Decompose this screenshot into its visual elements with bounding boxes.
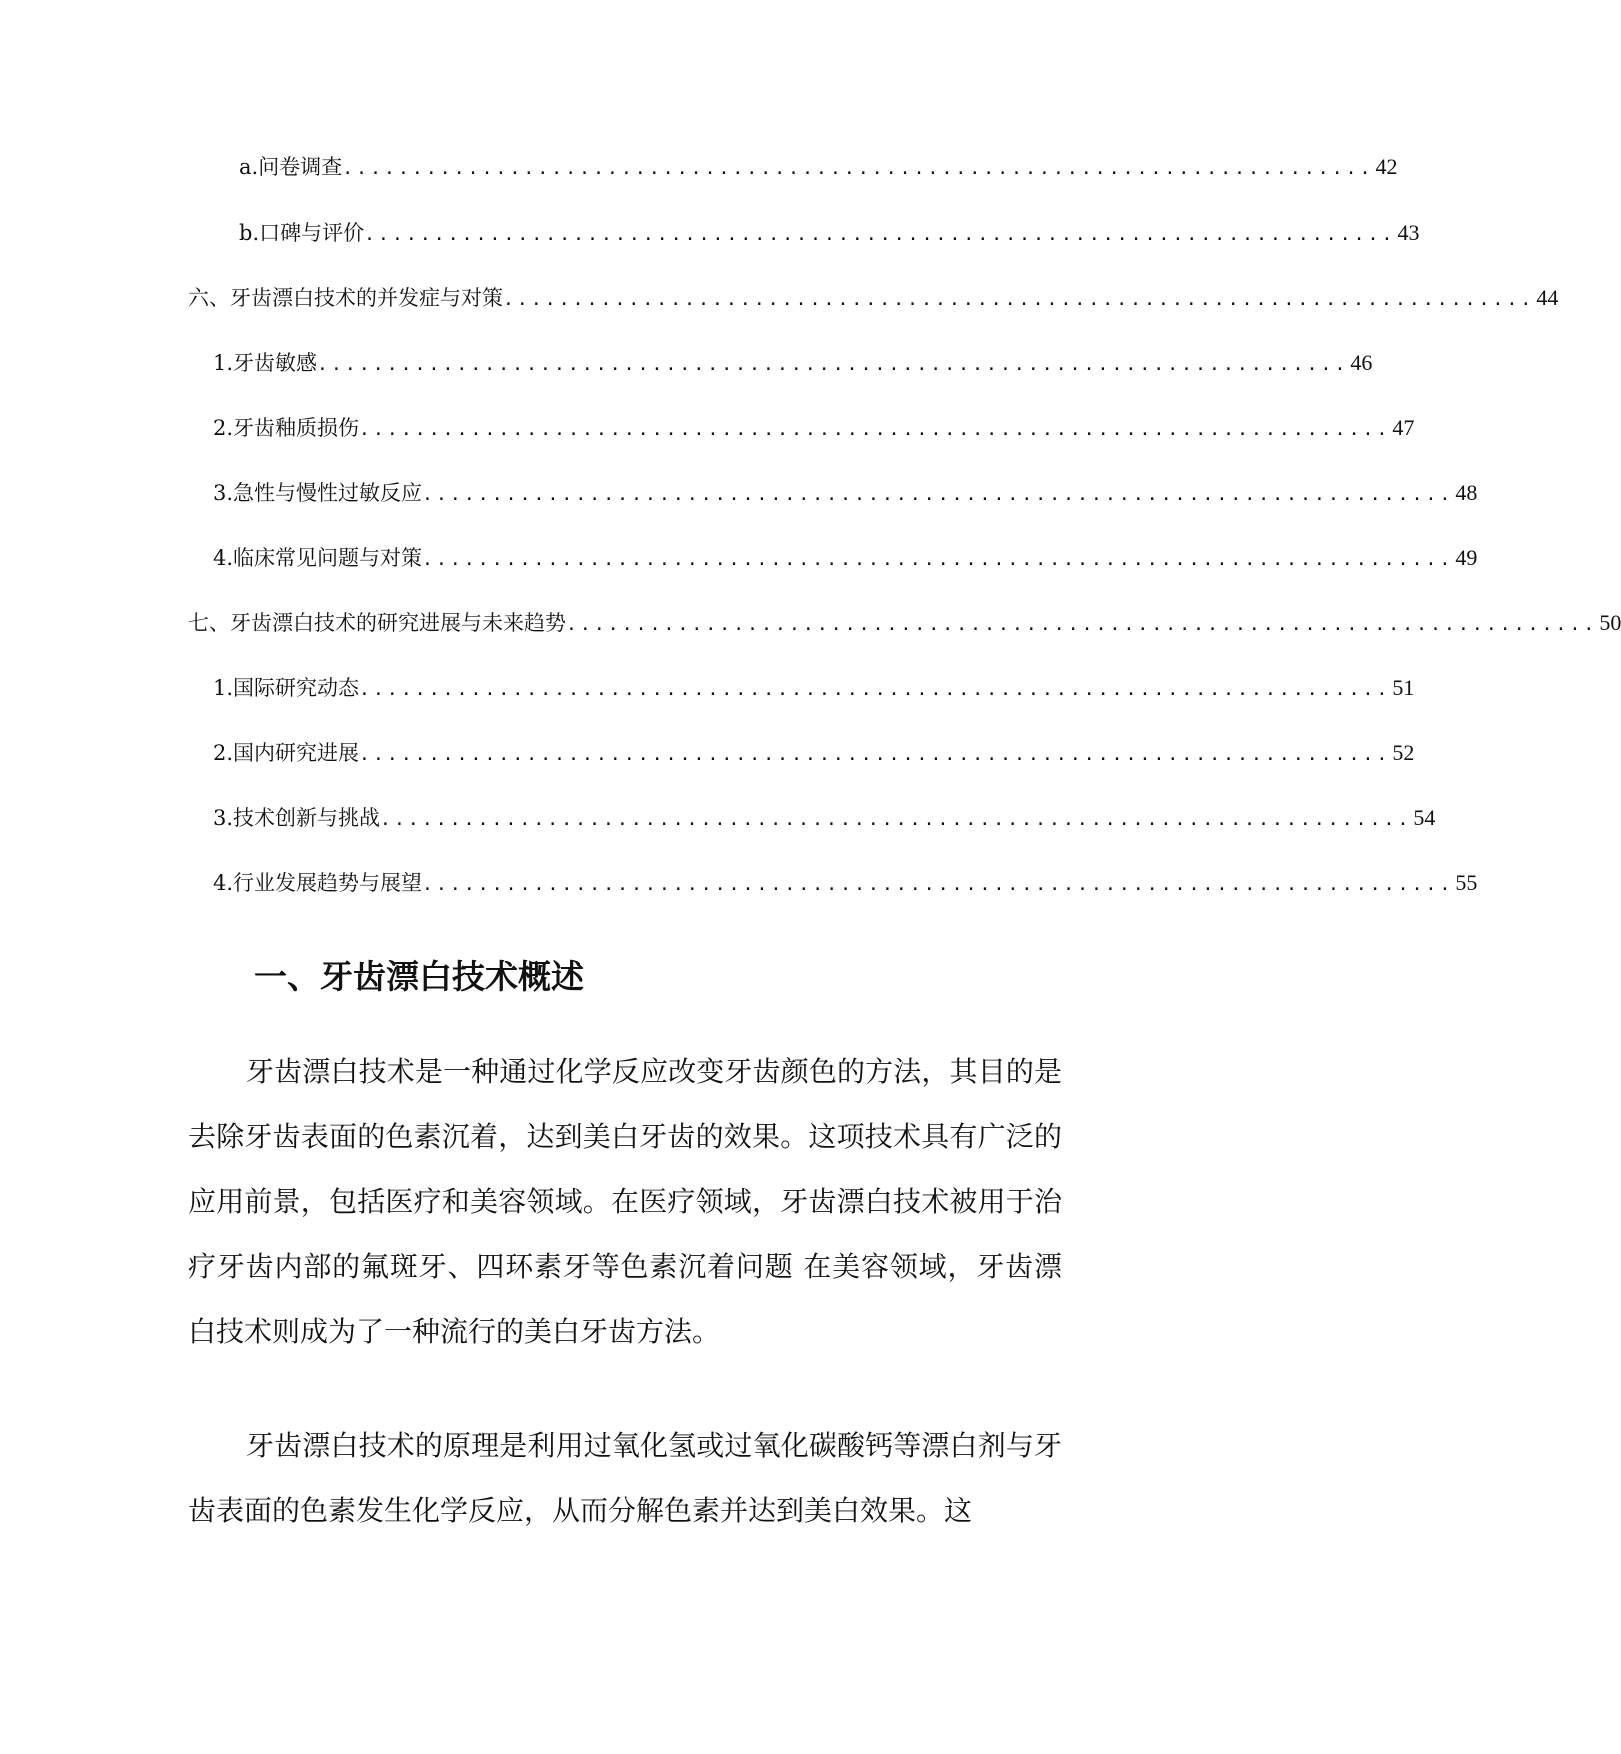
- toc-entry[interactable]: [213, 865, 1478, 901]
- toc-entry-title: 六、牙齿漂白技术的并发症与对策: [188, 286, 503, 310]
- toc-leader-dots: ..........................................................................: [380, 809, 1412, 830]
- toc-entry-title: 七、牙齿漂白技术的研究进展与未来趋势: [188, 611, 566, 635]
- toc-entry-number: 2.: [213, 416, 234, 440]
- toc-entry[interactable]: [213, 410, 1415, 446]
- toc-entry-title: 临床常见问题与对策: [233, 546, 423, 570]
- toc-entry-title: 国际研究动态: [233, 676, 360, 700]
- toc-entry-page: 51: [1392, 675, 1415, 700]
- toc-entry-title: 问卷调查: [258, 155, 343, 179]
- toc-entry-number: b.: [239, 221, 260, 245]
- toc-entry[interactable]: [213, 735, 1415, 771]
- toc-leader-dots: ..........................................................................: [317, 354, 1349, 375]
- toc-entry-number: a.: [239, 155, 259, 179]
- toc-leader-dots: ..........................................................................: [422, 549, 1454, 570]
- toc-entry-title: 技术创新与挑战: [233, 806, 381, 830]
- toc-entry-number: 1.: [213, 676, 234, 700]
- toc-entry-page: 46: [1350, 350, 1373, 375]
- toc-leader-dots: ..........................................................................: [422, 484, 1454, 505]
- toc-entry[interactable]: [239, 215, 1420, 251]
- body-paragraph: 牙齿漂白技术的原理是利用过氧化氢或过氧化碳酸钙等漂白剂与牙齿表面的色素发生化学反应，从而分解色素并达到美白效果。这: [188, 1429, 1062, 1527]
- toc-entry-page: 43: [1397, 220, 1420, 245]
- toc-entry[interactable]: [188, 605, 1621, 641]
- toc-entry[interactable]: [213, 540, 1478, 576]
- toc-entry-number: 1.: [213, 351, 234, 375]
- toc-entry[interactable]: [213, 475, 1478, 511]
- toc-entry-number: 3.: [213, 806, 234, 830]
- toc-entry-page: 52: [1392, 740, 1415, 765]
- toc-entry-page: 50: [1599, 610, 1621, 635]
- toc-leader-dots: ..........................................................................: [359, 419, 1391, 440]
- toc-entry[interactable]: [213, 800, 1436, 836]
- toc-leader-dots: ..........................................................................: [359, 744, 1391, 765]
- toc-leader-dots: ..........................................................................: [503, 289, 1535, 310]
- toc-entry-number: 4.: [213, 871, 234, 895]
- toc-entry-page: 48: [1455, 480, 1478, 505]
- toc-entry-title: 国内研究进展: [233, 741, 360, 765]
- toc-entry-number: 4.: [213, 546, 234, 570]
- toc-leader-dots: ..........................................................................: [342, 158, 1374, 179]
- toc-entry-title: 口碑与评价: [259, 221, 365, 245]
- toc-entry-page: 55: [1455, 870, 1478, 895]
- toc-entry-page: 47: [1392, 415, 1415, 440]
- section-heading: 一、牙齿漂白技术概述: [254, 957, 584, 996]
- toc-entry[interactable]: [239, 149, 1398, 185]
- toc-entry[interactable]: [188, 280, 1559, 316]
- toc-entry-number: 2.: [213, 741, 234, 765]
- toc-leader-dots: ..........................................................................: [566, 614, 1598, 635]
- body-paragraph: 牙齿漂白技术是一种通过化学反应改变牙齿颜色的方法，其目的是去除牙齿表面的色素沉着，达到美白牙齿的效果。这项技术具有广泛的应用前景，包括医疗和美容领域。在医疗领域，牙齿漂白技术被用于治疗牙齿内部的氟斑牙、四环素牙等色素沉着问题 在美容领域，牙齿漂白技术则成为了一种流行的美白牙齿方法。: [188, 1055, 1062, 1348]
- toc-entry-title: 牙齿釉质损伤: [233, 416, 360, 440]
- toc-entry-title: 行业发展趋势与展望: [233, 871, 423, 895]
- toc-leader-dots: ..........................................................................: [364, 224, 1396, 245]
- toc-entry-page: 49: [1455, 545, 1478, 570]
- toc-entry-page: 54: [1413, 805, 1436, 830]
- toc-entry-page: 44: [1536, 285, 1559, 310]
- toc-entry-number: 3.: [213, 481, 234, 505]
- toc-entry-page: 42: [1375, 154, 1398, 179]
- toc-entry-title: 牙齿敏感: [233, 351, 318, 375]
- toc-entry[interactable]: [213, 670, 1415, 706]
- toc-entry[interactable]: [213, 345, 1373, 381]
- toc-leader-dots: ..........................................................................: [422, 874, 1454, 895]
- toc-entry-title: 急性与慢性过敏反应: [233, 481, 423, 505]
- toc-leader-dots: ..........................................................................: [359, 679, 1391, 700]
